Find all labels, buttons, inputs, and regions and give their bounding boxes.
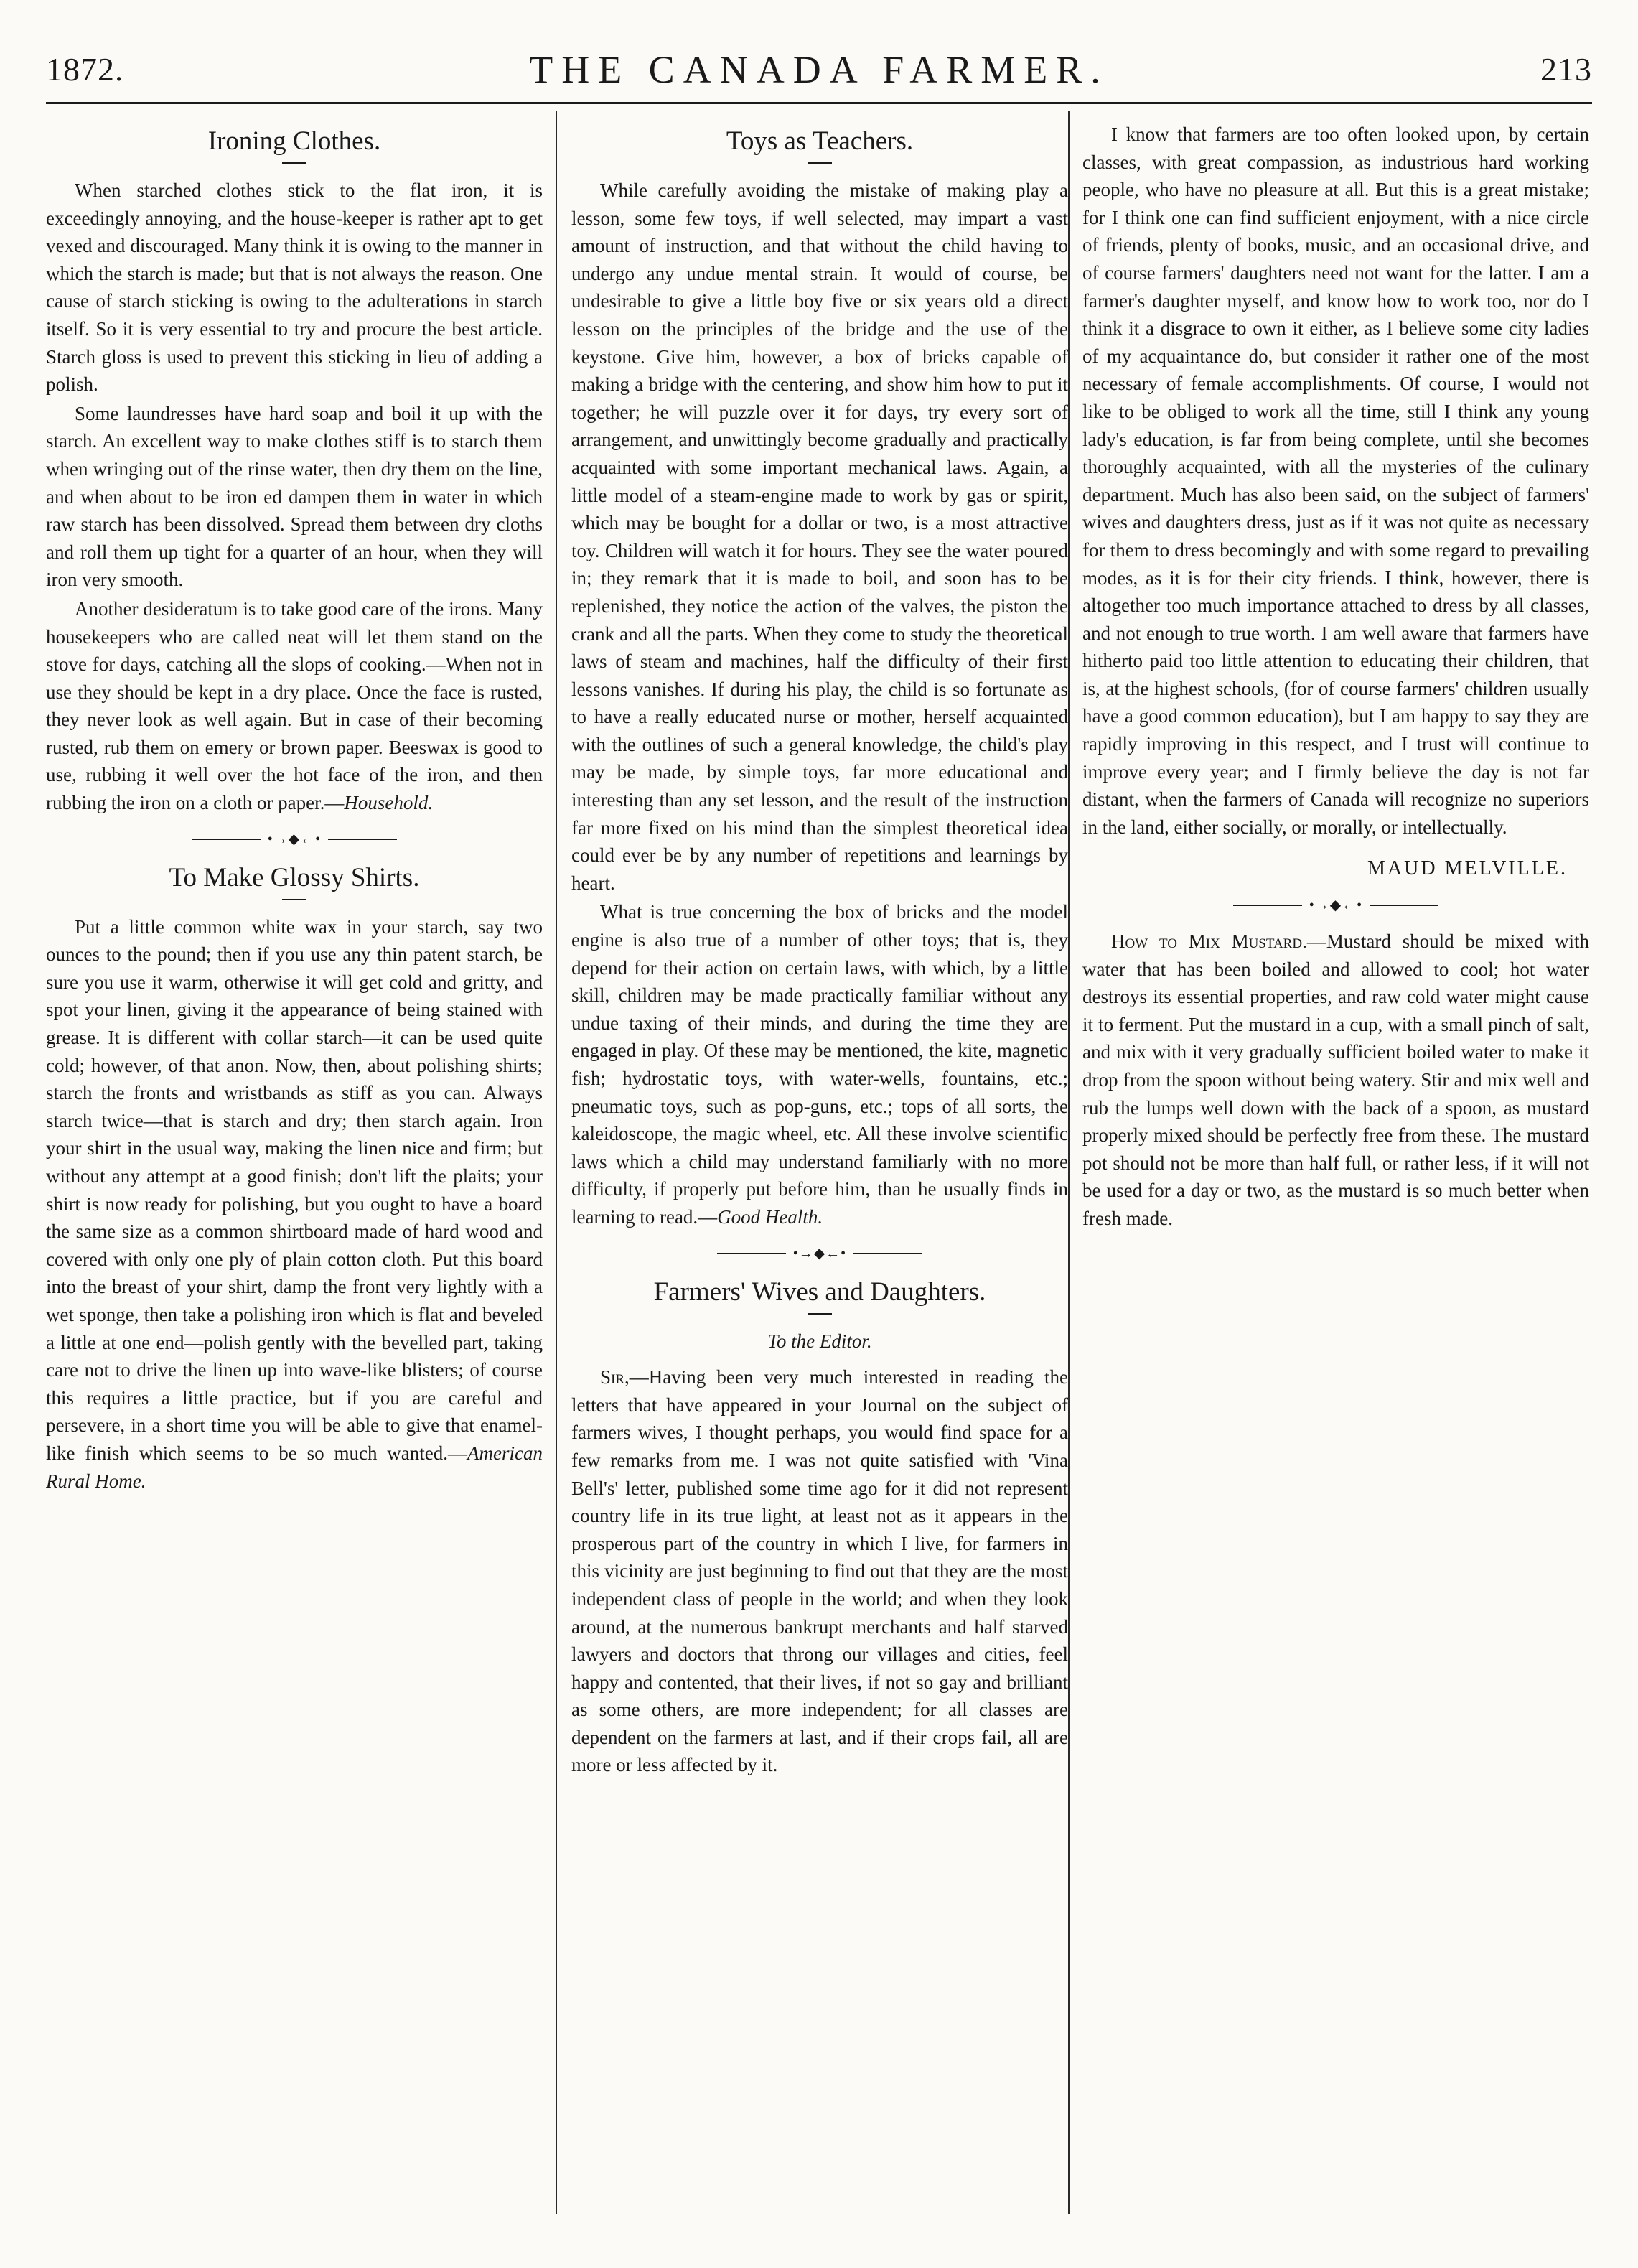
separator-line: [192, 839, 261, 840]
ironing-paragraph-3: [46, 595, 543, 817]
article-title-toys: Toys as Teachers.: [726, 126, 914, 156]
ironing-paragraph-1: When starched clothes stick to the flat iron, it is exceedingly annoying, and the house-keeper is rather apt to get vexed and discouraged. Many think it is owing to the manner in which the starch is made; but that is not always the reason. One cause of starch sticking is owing to the adulterations in starch itself. So it is very essential to try and procure the best article. Starch gloss is used to prevent this sticking in lieu of adding a polish.: [46, 179, 543, 396]
glossy-paragraph-1-text: Put a little common white wax in your starch, say two ounces to the pound; then if you use any thin patent starch, be sure you use it warm, otherwise it will get cold and gritty, and spot your linen, giving it the appearance of being stained with grease. It is different with collar starch—it can be used quite cold; however, of that anon. Now, then, about polishing shirts; starch the fronts and wristbands as stiff as you can. Always starch twice—that is starch and dry; then starch again. Iron your shirt in the usual way, making the linen nice and firm; but without any attempt at a good finish; don't lift the plaits; your shirt is now ready for polishing, but you ought to have a board the same size as a common shirtboard made of hard wood and covered with only one ply of plain cotton cloth. Put this board into the breast of your shirt, damp the front very lightly with a wet sponge, then take a polishing iron which is flat and beveled a little at one end—polish gently with the bevelled part, taking care not to drive the linen up into wave-like blisters; of course this requires a little practice, but if you are careful and persevere, in a short time you will be able to give that enamel-like finish which seems to be so much wanted.—: [46, 915, 543, 1464]
farmers-paragraph-2: I know that farmers are too often looked upon, by certain classes, with great compassion, as industrious hard working people, who have no pleasure at all. But this is a great mistake; for I think one can find sufficient enjoyment, with a nice circle of friends, plenty of books, music, and an occasional drive, and of course farmers' daughters need not want for the latter. I am a farmer's daughter myself, and know how to work too, nor do I think it a disgrace to own it either, as I believe some city ladies of my acquaintance do, but consider it rather one of the most necessary of female accomplishments. Of course, I would not like to be obliged to work all the time, still I think any young lady's education, is far from being complete, until she becomes thoroughly acquainted, with all the mysteries of the culinary department. Much has also been said, on the subject of farmers' wives and daughters dress, just as if it was not quite as necessary for them to dress becomingly and with some regard to prevailing modes, as it is for their city friends. I think, however, there is altogether too much importance attached to dress by all classes, and not enough to true worth. I am well aware that farmers have hitherto paid too little attention to educating their children, that is, at the highest schools, (for of course farmers' children usually have a good common education), but I am happy to say they are rapidly improving in this respect, and I trust will continue to improve every year; and I firmly believe the day is not far distant, when the farmers of Canada will recognize no superiors in the land, either socially, or morally, or intellectually.: [1082, 123, 1589, 838]
header-year: 1872.: [46, 51, 124, 88]
article-separator: [46, 831, 543, 847]
article-separator: [1082, 897, 1589, 914]
page-number: 213: [1540, 51, 1592, 88]
separator-line: [717, 1253, 786, 1254]
toys-paragraph-2: [571, 898, 1068, 1231]
article-title-glossy-shirts: To Make Glossy Shirts.: [169, 862, 420, 892]
separator-line: [1370, 905, 1438, 906]
article-title-farmers-wives: Farmers' Wives and Daughters.: [653, 1277, 986, 1307]
title-dash: [808, 162, 832, 164]
separator-line: [328, 839, 397, 840]
title-dash: [808, 1313, 832, 1315]
ironing-source: Household.: [344, 792, 434, 814]
column-divider-2: [1068, 111, 1070, 2214]
column-2: [571, 121, 1068, 2224]
separator-ornament-icon: •→◆←•: [1309, 897, 1363, 914]
header-rule-thick: [46, 102, 1592, 104]
column-divider-1: [556, 111, 557, 2214]
signature: MAUD MELVILLE.: [1367, 857, 1568, 880]
separator-line: [853, 1253, 922, 1254]
separator-ornament-icon: •→◆←•: [267, 831, 322, 847]
ironing-paragraph-3-text: Another desideratum is to take good care of the irons. Many housekeepers who are called neat will let them stand on the stove for days, catching all the slops of cooking.—When not in use they should be kept in a dry place. Once the face is rusted, they never look as well again. But in case of their becoming rusted, rub them on emery or brown paper. Beeswax is good to use, rubbing it well over the hot face of the iron, and then rubbing the iron on a cloth or paper.—: [46, 597, 543, 814]
column-3: [1082, 121, 1589, 2224]
separator-ornament-icon: •→◆←•: [792, 1245, 847, 1261]
glossy-paragraph-1: [46, 913, 543, 1495]
farmers-paragraph-1: [571, 1363, 1068, 1779]
toys-paragraph-1: While carefully avoiding the mistake of making play a lesson, some few toys, if well selected, may impart a vast amount of instruction, and that without the child having to undergo any undue mental strain. It would of course, be undesirable to give a little boy five or six years old a direct lesson on the principles of the bridge and the use of the keystone. Give him, however, a box of bricks capable of making a bridge with the centering, and show him how to put it together; he will puzzle over it for days, try every sort of arrangement, and unwittingly become gradually and practically acquainted with some important mechanical laws. Again, a little model of a steam-engine made to work by gas or spirit, which may be bought for a dollar or two, is a most attractive toy. Children will watch it for hours. They see the water poured in; they remark that it is made to boil, and soon has to be replenished, they notice the action of the valves, the piston the crank and all the parts. When they come to study the theoretical laws of steam and machines, half the difficulty of their first lessons vanishes. If during his play, the child is so fortunate as to have a really educated nurse or mother, herself acquainted with the outlines of such a general knowledge, the child's play may be made, by simple toys, far more educational and interesting than any set lesson, and the result of the instruction far more fixed on his mind than the simplest theoretical idea could ever be by any number of repetitions and learnings by heart.: [571, 179, 1068, 894]
ironing-paragraph-2: Some laundresses have hard soap and boil it up with the starch. An excellent way to make clothes stiff is to starch them when wringing out of the rinse water, then dry them on the line, and when about to be iron ed dampen them in water in which raw starch has been dissolved. Spread them between dry cloths and roll them up tight for a quarter of an hour, when they will iron very smooth.: [46, 402, 543, 591]
article-title-ironing: Ironing Clothes.: [207, 126, 381, 156]
mustard-text: —Mustard should be mixed with water that has been boiled and allowed to cool; hot water destroys its essential properties, and raw cold water might cause it to ferment. Put the mustard in a cup, with a small pinch of salt, and mix with it very gradually sufficient boiled water to make it drop from the spoon without being watery. Stir and mix well and rub the lumps well down with the back of a spoon, as mustard properly mixed should be perfectly free from these. The mustard pot should not be more than half full, or rather less, if it will not be used for a day or two, as the mustard is so much better when fresh made.: [1082, 930, 1589, 1229]
separator-line: [1233, 905, 1302, 906]
title-dash: [282, 899, 306, 900]
title-dash: [282, 162, 306, 164]
masthead-title: THE CANADA FARMER.: [529, 48, 1109, 91]
page-header: [46, 50, 1592, 101]
toys-source: Good Health.: [717, 1205, 823, 1228]
toys-paragraph-2-text: What is true concerning the box of bricks and the model engine is also true of a number of other toys; that is, they depend for their action on certain laws, with which, by a little skill, children may be made practically familiar without any undue taxing of their minds, and during the time they are engaged in play. Of these may be mentioned, the kite, magnetic fish; hydrostatic toys, with water-wells, fountains, etc.; pneumatic toys, such as pop-guns, etc.; tops of all sorts, the kaleidoscope, the magic wheel, etc. All these involve scientific laws which a child may understand familiarly with no more difficulty, if properly put before him, than he usually finds in learning to read.—: [571, 901, 1068, 1228]
farmers-paragraph-1-text: —Having been very much interested in reading the letters that have appeared in your Journal on the subject of farmers wives, I thought perhaps, you would find space for a few remarks from me. I was not quite satisfied with 'Vina Bell's' letter, published some time ago for it did not represent country life in its true light, at least not as it appears in the prosperous part of the country in which I live, for farmers in this vicinity are just beginning to find out that they are the most independent class of people in the world; and when they look around, at the numerous bankrupt merchants and half starved lawyers and doctors that throng our villages and cities, feel happy and contented, that their lives, if not so gay and brilliant as some others, are more independent; for all classes are dependent on the farmers at last, and if their crops fail, all are more or less affected by it.: [571, 1366, 1068, 1776]
glossy-source: American Rural Home.: [46, 1442, 543, 1492]
to-the-editor: To the Editor.: [767, 1330, 872, 1352]
salutation: Sir,: [600, 1366, 630, 1389]
mustard-paragraph: [1082, 928, 1589, 1233]
mustard-lead: How to Mix Mustard.: [1111, 930, 1307, 953]
column-1: [46, 121, 543, 2224]
article-separator: [571, 1245, 1068, 1261]
